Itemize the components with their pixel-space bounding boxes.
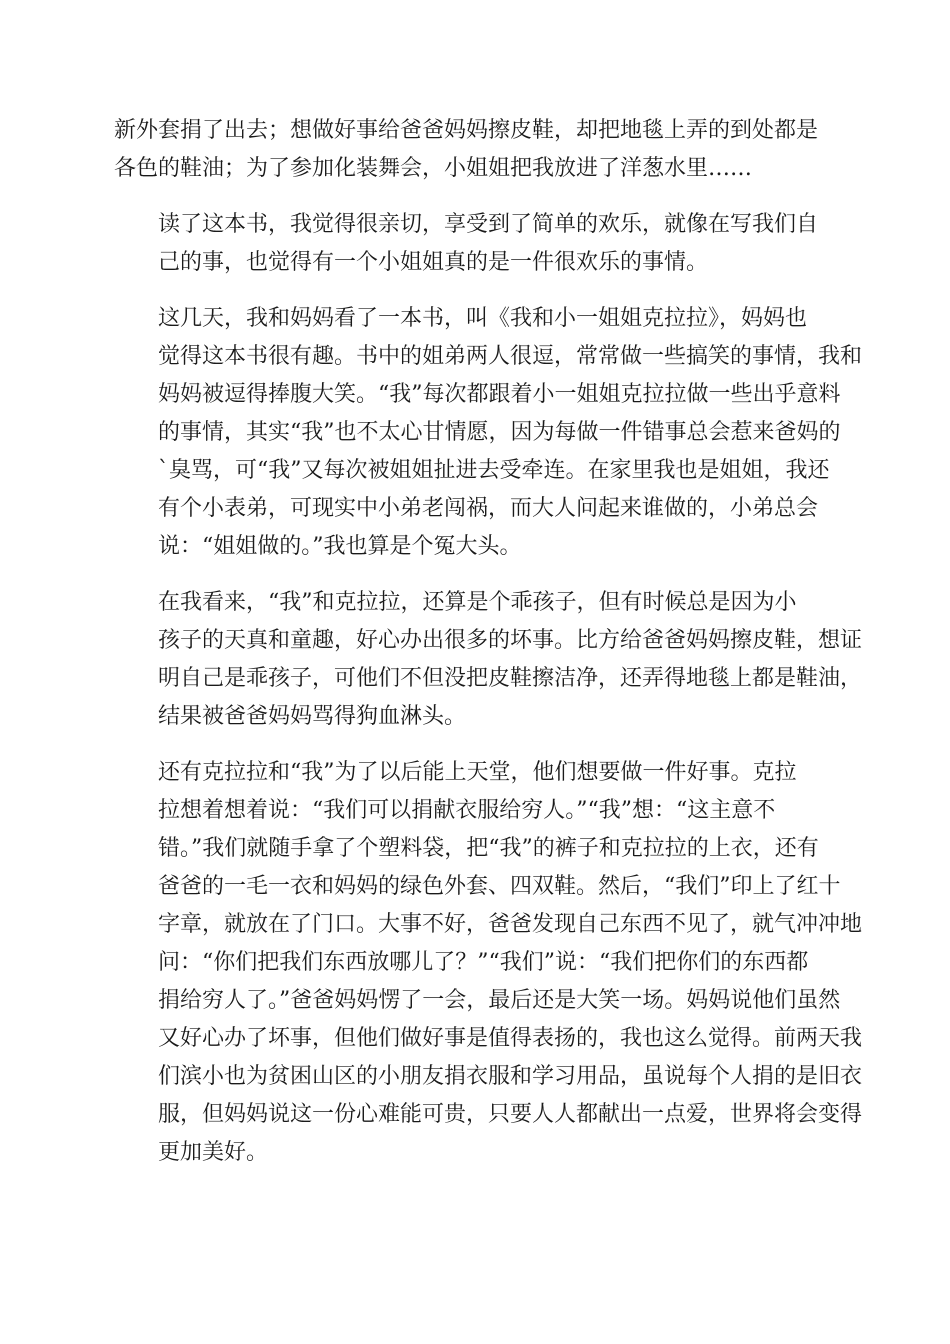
paragraph-4: [114, 584, 863, 736]
text-line: 各色的鞋油；为了参加化装舞会，小姐姐把我放进了洋葱水里……: [114, 156, 753, 181]
text-line: 孩子的天真和童趣，好心办出很多的坏事。比方给爸爸妈妈擦皮鞋，想证: [158, 628, 863, 653]
text-line: 服，但妈妈说这一份心难能可贵，只要人人都献出一点爱，世界将会变得: [158, 1102, 863, 1127]
text-line: 问：“你们把我们东西放哪儿了？”“我们”说：“我们把你们的东西都: [158, 950, 809, 975]
text-line: 的事情，其实“我”也不太心甘情愿，因为每做一件错事总会惹来爸妈的: [158, 420, 841, 445]
text-line: 字章，就放在了门口。大事不好，爸爸发现自己东西不见了，就气冲冲地: [158, 912, 863, 937]
text-line: 又好心办了坏事，但他们做好事是值得表扬的，我也这么觉得。前两天我: [158, 1026, 863, 1051]
text-line: 在我看来，“我”和克拉拉，还算是个乖孩子，但有时候总是因为小: [158, 590, 797, 615]
text-line: 这几天，我和妈妈看了一本书，叫《我和小一姐姐克拉拉》，妈妈也: [158, 306, 808, 331]
text-line: 新外套捐了出去；想做好事给爸爸妈妈擦皮鞋，却把地毯上弄的到处都是: [114, 118, 819, 143]
text-line: 还有克拉拉和“我”为了以后能上天堂，他们想要做一件好事。克拉: [158, 760, 797, 785]
text-line: 们滨小也为贫困山区的小朋友捐衣服和学习用品，虽说每个人捐的是旧衣: [158, 1064, 863, 1089]
text-line: `臭骂，可“我”又每次被姐姐扯进去受牵连。在家里我也是姐姐，我还: [158, 458, 830, 483]
text-line: 有个小表弟，可现实中小弟老闯祸，而大人问起来谁做的，小弟总会: [158, 496, 819, 521]
text-line: 妈妈被逗得捧腹大笑。“我”每次都跟着小一姐姐克拉拉做一些出乎意料: [158, 382, 841, 407]
text-line: 觉得这本书很有趣。书中的姐弟两人很逗，常常做一些搞笑的事情，我和: [158, 344, 863, 369]
text-line: 结果被爸爸妈妈骂得狗血淋头。: [158, 704, 467, 729]
text-line: 错。”我们就随手拿了个塑料袋，把“我”的裤子和克拉拉的上衣，还有: [158, 836, 819, 861]
paragraph-2: [114, 206, 838, 282]
text-line: 己的事，也觉得有一个小姐姐真的是一件很欢乐的事情。: [158, 250, 709, 275]
text-line: 读了这本书，我觉得很亲切，享受到了简单的欢乐，就像在写我们自: [158, 212, 819, 237]
text-line: 更加美好。: [158, 1140, 269, 1165]
text-line: 爸爸的一毛一衣和妈妈的绿色外套、四双鞋。然后，“我们”印上了红十: [158, 874, 841, 899]
paragraph-1: [114, 112, 838, 188]
document-body: [114, 112, 863, 1190]
text-line: 明自己是乖孩子，可他们不但没把皮鞋擦洁净，还弄得地毯上都是鞋油，: [158, 666, 863, 691]
text-line: 捐给穷人了。”爸爸妈妈愣了一会，最后还是大笑一场。妈妈说他们虽然: [158, 988, 841, 1013]
text-line: 说：“姐姐做的。”我也算是个冤大头。: [158, 534, 522, 559]
paragraph-3: [114, 300, 863, 566]
paragraph-5: [114, 754, 863, 1172]
text-line: 拉想着想着说：“我们可以捐献衣服给穷人。”“我”想：“这主意不: [158, 798, 776, 823]
